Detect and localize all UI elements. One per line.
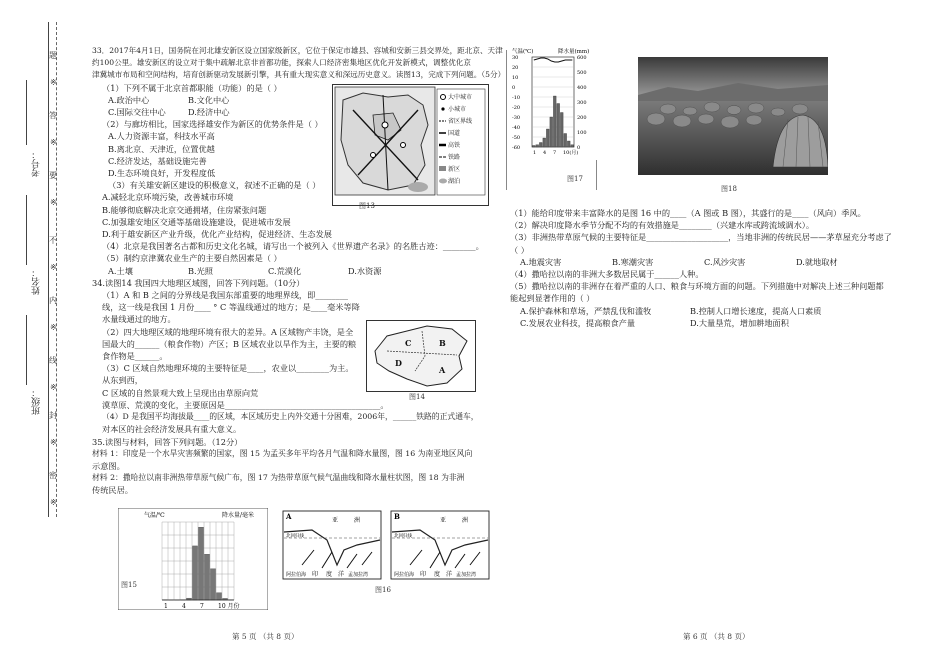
tick-label: 100 [577, 130, 587, 136]
option[interactable]: B.能够彻底解决北京交通拥堵，住房紧张问题 [102, 204, 267, 215]
map-text: 阿拉伯海 [286, 572, 307, 578]
tick-label: -30 [512, 115, 521, 121]
q34-line: 对本区的社会经济发展具有重大意义。 [102, 424, 242, 435]
q33-4: （4）北京是我国著名古都和历史文化名城，请写出一个被列入《世界遗产名录》的名胜古迹：________。 [102, 241, 484, 252]
name-label: 姓名： [32, 268, 42, 295]
tick-label: 10 [512, 75, 519, 81]
map-text: 阿拉伯海 [394, 572, 415, 578]
tick-label: -50 [512, 135, 521, 141]
seal-star: ※ [50, 383, 57, 392]
q35-3: （3）非洲热带草原气候的主要特征是____________________，当地非洲的传统民居——茅草屋充分考虑了 [510, 232, 892, 243]
right-column [510, 207, 910, 329]
axis-label-left: 气温/℃ [144, 512, 165, 519]
precip-bar [557, 104, 560, 148]
precip-bar [532, 146, 535, 148]
option[interactable]: A.地震灾害 [520, 256, 562, 267]
axis-label-left: 气温(℃) [512, 49, 534, 55]
q35-line: 材料 1：印度是一个水旱灾害频繁的国家，图 15 为孟买多年平均各月气温和降水量图，图 16 为南亚地区风向 [92, 448, 473, 458]
q34-line: （4）D 是我国平均海拔最____的区域，本区域历史上内外交通十分困难，2006年，______铁路的正式通车， [102, 412, 479, 422]
legend-text: 小城市 [448, 106, 467, 113]
option[interactable]: A.减轻北京环境污染，改善城市环境 [102, 192, 234, 203]
tick-label: 0 [577, 145, 581, 151]
precip-bar [217, 593, 222, 600]
map-14-svg [367, 321, 475, 391]
seal-char: 答 [49, 111, 57, 120]
tick-label: 600 [577, 55, 587, 61]
option[interactable]: A.人力资源丰富，科技水平高 [108, 131, 215, 142]
tick-label: 0 [512, 85, 516, 91]
option[interactable]: C.风沙灾害 [704, 256, 746, 267]
tick-label: 7 [200, 603, 204, 610]
map-text: 洋 [446, 571, 453, 578]
option[interactable]: B.寒潮灾害 [612, 256, 654, 267]
region-label: A [439, 365, 446, 375]
tick-label: 200 [577, 115, 587, 121]
precip-bar [539, 143, 542, 148]
precip-bar [553, 96, 556, 147]
page-footer-left: 第 5 页 （共 8 页） [232, 632, 299, 641]
tick-label: 400 [577, 85, 587, 91]
figure-14-map [366, 320, 476, 392]
panel-a [283, 511, 381, 579]
option[interactable]: D.利于雄安新区产业升级，优化产业结构，促进经济、生态发展 [102, 229, 332, 240]
option[interactable]: C.经济发达，基础设施完善 [108, 155, 207, 166]
region-label: C [405, 338, 412, 348]
axis-label-right: 降水量/毫米 [222, 512, 255, 519]
precip-bar [567, 141, 570, 147]
seal-star: ※ [50, 498, 57, 507]
map-text: 亚 [440, 517, 447, 524]
tick-label: 4 [543, 150, 547, 156]
option[interactable]: C.国际交往中心 [108, 107, 166, 118]
q33-3: （3）有关雄安新区建设的积极意义，叙述不正确的是（ ） [108, 180, 321, 191]
figure-15-chart [118, 508, 268, 610]
option[interactable]: C.荒漠化 [268, 265, 302, 276]
tick-label: -10 [512, 95, 521, 101]
chart-15-svg [118, 508, 268, 610]
panel-b [391, 511, 489, 579]
precip-bar [571, 145, 574, 147]
seal-char: 封 [49, 411, 57, 420]
seal-char: 要 [49, 171, 57, 180]
figure-17-chart [510, 45, 600, 165]
map-text: 北回归线 [286, 534, 304, 539]
map-text: 印 [420, 571, 427, 578]
class-label: 班级： [32, 388, 42, 415]
tick-label: -40 [512, 125, 521, 131]
region-label: D [395, 358, 402, 368]
q34-line: 食作物是______。 [102, 351, 168, 362]
map-16-svg [282, 510, 490, 582]
map-text: 印 [312, 571, 319, 578]
chart-17-svg [510, 45, 600, 165]
seal-char: 线 [49, 356, 57, 365]
option[interactable]: A.土壤 [108, 265, 133, 276]
tick-label: 10(月) [563, 150, 579, 156]
precip-bar [199, 527, 204, 600]
legend-text: 国道 [448, 130, 461, 137]
option[interactable]: D.水资源 [348, 265, 382, 276]
exam-number-label: 考号： [32, 150, 42, 177]
tick-label: 7 [553, 150, 557, 156]
q34-line: （2）四大地理区域的地理环境有很大的差异。A 区域物产丰饶，是全 [102, 326, 354, 337]
figure-15-caption: 图15 [121, 581, 137, 589]
q33-5: （5）制约京津冀农业生产的主要自然因素是（ ） [102, 253, 282, 264]
q34-line: （3）C 区域自然地理环境的主要特征是____，农业以________为主。 [102, 363, 354, 374]
option[interactable]: C.加强雄安地区交通等基础设施建设，促进城市发展 [102, 216, 291, 227]
precip-bar [564, 134, 567, 148]
panel-label: B [394, 512, 400, 521]
map-text: 洲 [462, 517, 469, 524]
legend-text: 湖泊 [448, 178, 461, 185]
page-footer-right: 第 6 页 （共 8 页） [683, 632, 750, 641]
axis-label-right: 降水量(mm) [558, 49, 590, 55]
legend-text: 大中城市 [448, 94, 473, 101]
seal-line [48, 22, 49, 517]
figure-18-caption: 图18 [721, 185, 737, 193]
option[interactable]: B.光照 [188, 265, 213, 276]
seal-char: 内 [49, 296, 57, 305]
region-label: B [439, 338, 446, 348]
figure-16-maps [282, 510, 490, 582]
map-text: 洋 [338, 571, 345, 578]
figure-17-caption: 图17 [567, 175, 583, 183]
map-13-svg [333, 85, 488, 205]
precip-bar [550, 117, 553, 147]
option[interactable]: D.就地取材 [796, 256, 838, 267]
option[interactable]: C.发展农业科技，提高粮食产量 [520, 317, 636, 328]
figure-16-caption: 图16 [375, 586, 391, 594]
option[interactable]: B.控制人口增长速度，提高人口素质 [690, 305, 822, 316]
tick-label: 300 [577, 100, 587, 106]
tick-label: 1 [164, 603, 168, 610]
map-text: 北回归线 [394, 534, 412, 539]
seal-star: ※ [50, 323, 57, 332]
map-text: 洲 [354, 517, 361, 524]
legend-text: 铁路 [448, 154, 461, 161]
tick-label: 20 [512, 65, 519, 71]
q34-line: C 区域的自然景观大致上呈现出由草原向荒 [102, 387, 259, 398]
q35-line: 材料 2：撒哈拉以南非洲热带草原气候广布，图 17 为热带草原气候气温曲线和降水量柱状图，图 18 为非洲 [92, 473, 465, 483]
q33-stem-line: 津冀城市布局和空间结构，培育创新驱动发展新引擎，具有重大现实意义和深远历史意义。读图13，完成下列问题。（5分） [92, 70, 506, 80]
q35-line: 示意图。 [92, 460, 125, 471]
precip-bar [193, 546, 198, 600]
q34-line: 水量线通过的地方。 [102, 314, 176, 325]
map-text: 孟加拉湾 [456, 572, 477, 578]
q34-line: 从东到西， [102, 375, 143, 386]
option[interactable]: A.保护森林和草场，严禁乱伐和滥牧 [520, 305, 652, 316]
seal-char: 题 [49, 51, 57, 60]
legend-text: 新区 [448, 166, 461, 173]
seal-star: ※ [50, 138, 57, 147]
figure-13-map [332, 84, 489, 206]
map-text: 亚 [332, 517, 339, 524]
q33-stem-line: 约100公里。雄安新区的设立对于集中疏解北京非首都功能，探索人口经济密集地区优化开发新模式，调整优化京 [92, 58, 471, 68]
seal-star: ※ [50, 198, 57, 207]
tick-label: 30 [512, 55, 519, 61]
seal-star: ※ [50, 78, 57, 87]
legend-text: 省区界线 [448, 118, 473, 125]
q35-1: （1）能给印度带来丰富降水的是图 16 中的____（A 图或 B 图），其盛行的是____（风向）季风。 [510, 208, 866, 218]
map-text: 度 [326, 571, 333, 578]
precip-bar [543, 138, 546, 147]
seal-star: ※ [50, 438, 57, 447]
precip-bar [536, 145, 539, 147]
binding-margin [0, 0, 80, 672]
option[interactable]: A.政治中心 [108, 94, 150, 105]
map-text: 度 [434, 571, 441, 578]
panel-label: A [286, 512, 292, 521]
map-text: 孟加拉湾 [348, 572, 369, 578]
tick-label: 10 月份 [218, 603, 240, 610]
option[interactable]: D.大量垦荒，增加耕地面积 [690, 317, 789, 328]
q35-2: （2）解决印度降水季节分配不均的有效措施是________（兴建水库或跨流域调水）。 [510, 220, 815, 231]
q35-line: 35.读图与材料，回答下列问题。（12分） [92, 436, 243, 447]
precip-bar [205, 554, 210, 600]
q35-line: 传统民居。 [92, 485, 133, 496]
q35-3-cont: （ ） [510, 244, 529, 255]
figure-14-caption: 图14 [409, 393, 425, 401]
q34-line: （1）A 和 B 之间的分界线是我国东部重要的地理界线，即________ [102, 290, 349, 301]
precip-bar [560, 113, 563, 148]
q34-line: 线，这一线是我国 1 月份____ ° C 等温线通过的地方；是____毫米等降 [102, 302, 360, 313]
q33-stem-line: 33．2017年4月1日，国务院在河北雄安新区设立国家级新区，它位于保定市雄县、容城和安新三县交界处，距北京、天津 [92, 46, 503, 55]
seal-char: 密 [49, 471, 57, 480]
q33-1: （1）下列不属于北京首都职能（功能）的是（ ） [102, 82, 282, 93]
q35-4: （4）撒哈拉以南的非洲大多数居民属于______人种。 [510, 269, 704, 280]
option[interactable]: D.经济中心 [188, 107, 230, 118]
option[interactable]: B.文化中心 [188, 94, 230, 105]
tick-label: -20 [512, 105, 521, 111]
seal-char: 不 [49, 236, 57, 245]
figure-13-caption: 图13 [359, 202, 375, 210]
option[interactable]: B.离北京、天津近，位置优越 [108, 143, 215, 154]
q34-line: 漠草原、荒漠的变化，主要原因是______________________________________。 [102, 399, 389, 410]
q34-line: 34.读图14 我国四大地理区域图，回答下列问题。（10分） [92, 277, 305, 288]
precip-bar [546, 129, 549, 147]
q33-2: （2）与廊坊相比，国家选择雄安作为新区的优势条件是（ ） [102, 119, 323, 130]
figure-18-photo [638, 57, 828, 175]
tick-label: 4 [182, 603, 186, 610]
african-huts-photo [638, 57, 828, 175]
legend-text: 高铁 [448, 142, 461, 149]
tick-label: -60 [512, 145, 521, 151]
q35-5-cont: 能起到显著作用的（ ） [510, 293, 595, 304]
precip-bar [211, 569, 216, 600]
seal-star: ※ [50, 263, 57, 272]
option[interactable]: D.生态环境良好，开发程度低 [108, 168, 216, 179]
q34-line: 国最大的______（粮食作物）产区；B 区域农业以旱作为主，主要的粮 [102, 338, 357, 349]
tick-label: 500 [577, 70, 587, 76]
q35-5: （5）撒哈拉以南的非洲存在着严重的人口、粮食与环境方面的问题。下列措施中对解决上述三种问题都 [510, 281, 884, 292]
tick-label: 1 [533, 150, 537, 156]
